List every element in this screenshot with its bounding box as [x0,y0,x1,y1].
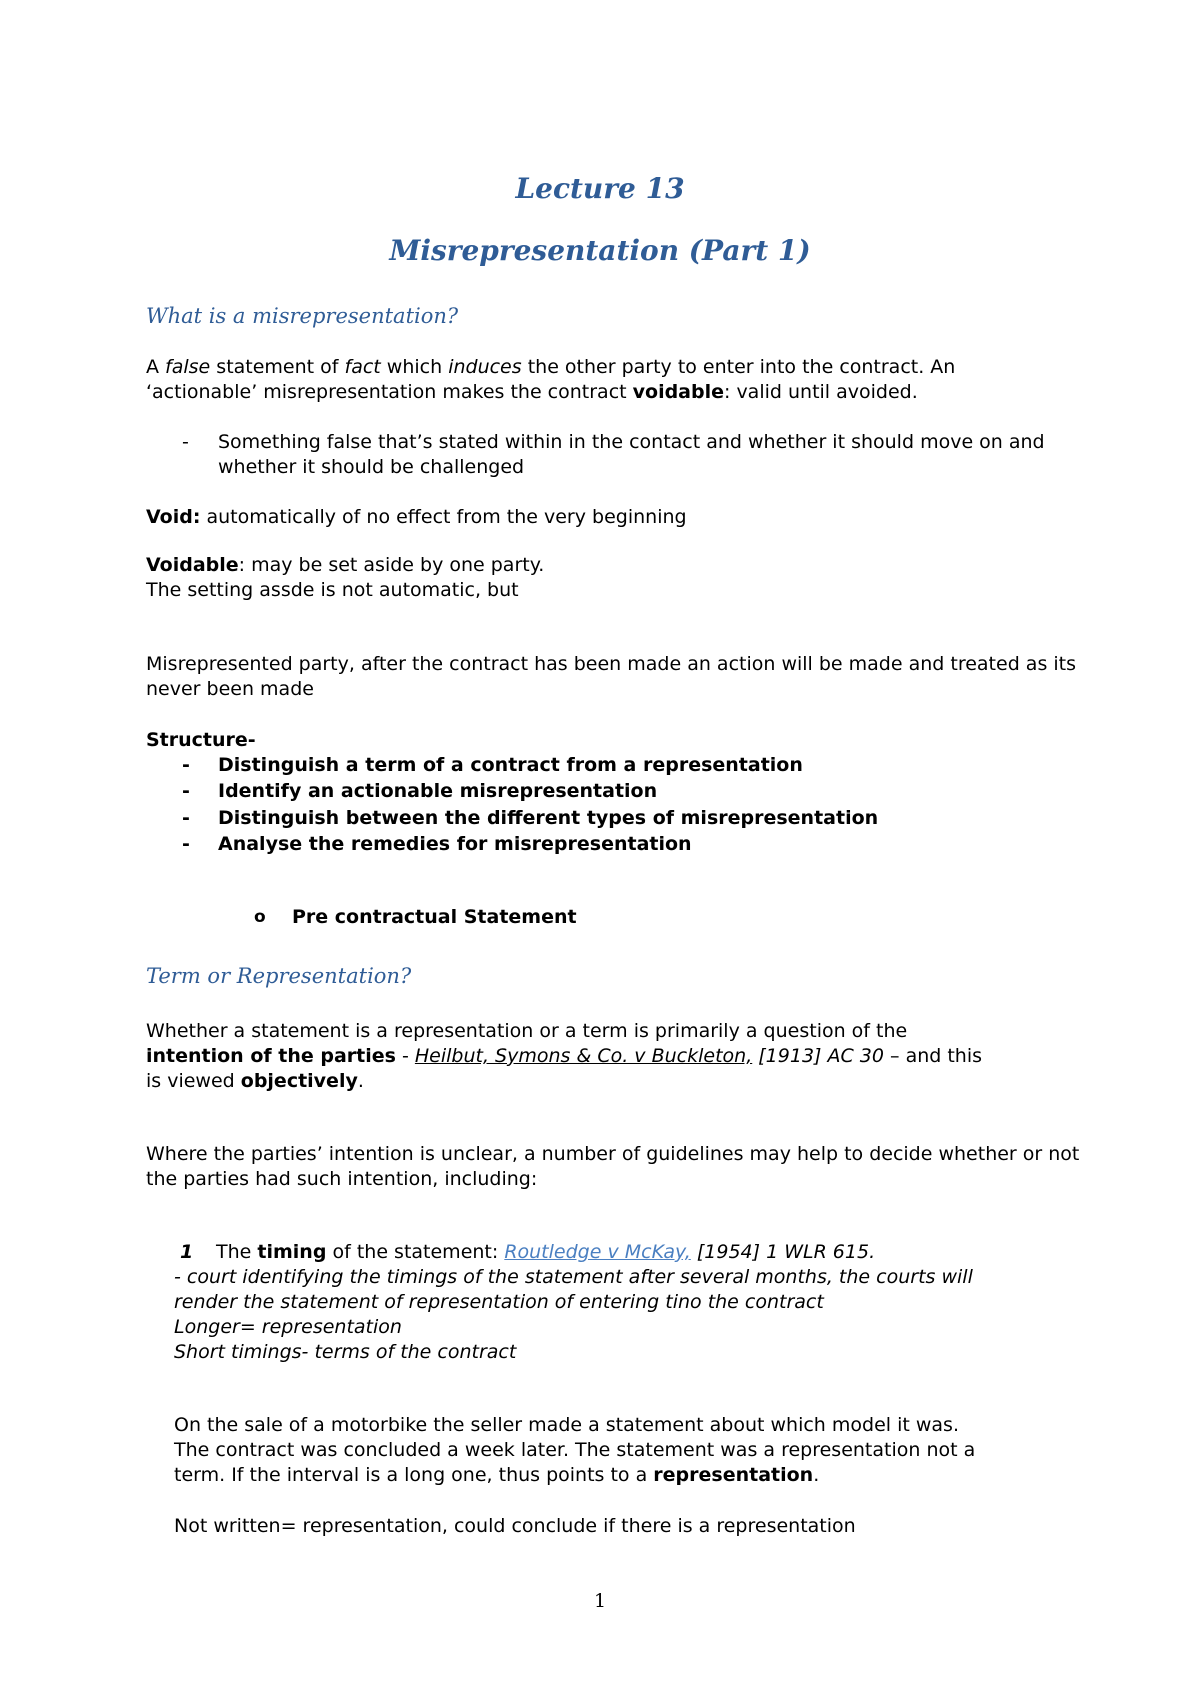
timing-number: 1 [180,1241,194,1263]
pre-contractual-text: Pre contractual Statement [292,906,577,928]
dash-marker: - [182,754,190,776]
structure-label [146,728,1086,753]
intro-false: false [165,356,211,378]
not-written-paragraph: Not written= representation, could conclude if there is a representation [174,1515,856,1537]
whether-text: is viewed [146,1070,241,1092]
motorbike-text: . [813,1464,820,1486]
where-paragraph: Where the parties’ intention is unclear, a number of guidelines may help to decide whether or not the parties had such intention, including: [146,1143,1080,1190]
void-label: Void: [146,506,201,528]
motorbike-text: On the sale of a motorbike the seller made a statement about which model it was. [174,1414,959,1436]
voidable-text: : may be set aside by one party. [238,554,545,576]
intro-paragraph [146,355,1086,405]
motorbike-text: The contract was concluded a week later. The statement was a representation not a [174,1439,976,1461]
intro-induces: induces [448,356,522,378]
case-routledge-link[interactable]: Routledge v McKay, [504,1241,691,1263]
misrepresented-paragraph: Misrepresented party, after the contract has been made an action will be made and treated as its never been made [146,653,1077,700]
timing-note: render the statement of representation of entering tino the contract [174,1291,824,1313]
dash-marker: - [182,780,190,802]
structure-item-text: Distinguish a term of a contract from a representation [218,754,803,776]
structure-label-text: Structure [146,729,248,751]
note-text: Something false that’s stated within in the contact and whether it should move on and whether it should be challenged [218,431,1045,478]
structure-item-text: Identify an actionable misrepresentation [218,780,658,802]
dash-marker: - [182,833,190,855]
dash-marker: - [182,807,190,829]
case-heilbut: Heilbut, Symons & Co. v Buckleton, [414,1045,753,1067]
structure-dash: - [247,729,256,751]
page-title: Lecture 13 [515,172,685,205]
pre-contractual-item [0,905,1200,931]
timing-notes [174,1265,1074,1365]
whether-text: - [395,1045,415,1067]
intro-text: which [380,356,449,378]
void-text: automatically of no effect from the very beginning [200,506,687,528]
motorbike-text: term. If the interval is a long one, thus points to a [174,1464,654,1486]
setting-aside-text: The setting assde is not automatic, but [146,579,519,601]
timing-text-a: The [216,1241,258,1263]
timing-note: Short timings- terms of the contract [174,1341,517,1363]
timing-note: Longer= representation [174,1316,402,1338]
voidable-definition [146,553,1086,603]
whether-text: Whether a statement is a representation or a term is primarily a question of the [146,1020,908,1042]
voidable-label: Voidable [146,554,239,576]
intro-text: A [146,356,166,378]
timing-item [0,1240,1200,1266]
timing-text [216,1240,875,1265]
motorbike-paragraph [174,1413,1074,1488]
dash-marker: - [182,431,189,453]
intro-text: the other party to enter into the contract. An [521,356,956,378]
structure-item-text: Analyse the remedies for misrepresentation [218,833,692,855]
case-citation: [1913] AC 30 [752,1045,884,1067]
circle-bullet-icon: o [254,907,266,927]
whether-paragraph [146,1019,1086,1094]
timing-text-b: of the statement: [326,1241,505,1263]
page-subtitle: Misrepresentation (Part 1) [389,234,811,267]
section-heading-term-or-representation: Term or Representation? [146,964,412,988]
intro-text: ‘actionable’ misrepresentation makes the contract [146,381,633,403]
intention-of-parties: intention of the parties [146,1045,396,1067]
section-heading-what-is: What is a misrepresentation? [146,304,459,328]
objectively: objectively [240,1070,358,1092]
void-definition [146,505,1086,530]
page-number: 1 [593,1590,607,1612]
intro-text: statement of [210,356,345,378]
intro-text: : valid until avoided. [724,381,918,403]
whether-text: . [357,1070,364,1092]
timing-bold: timing [257,1241,327,1263]
intro-voidable: voidable [632,381,724,403]
whether-text: – and this [883,1045,983,1067]
intro-fact: fact [344,356,381,378]
timing-note: - court identifying the timings of the statement after several months, the courts will [174,1266,973,1288]
case-citation: [1954] 1 WLR 615. [690,1241,876,1263]
structure-item-text: Distinguish between the different types of misrepresentation [218,807,879,829]
representation-bold: representation [653,1464,814,1486]
